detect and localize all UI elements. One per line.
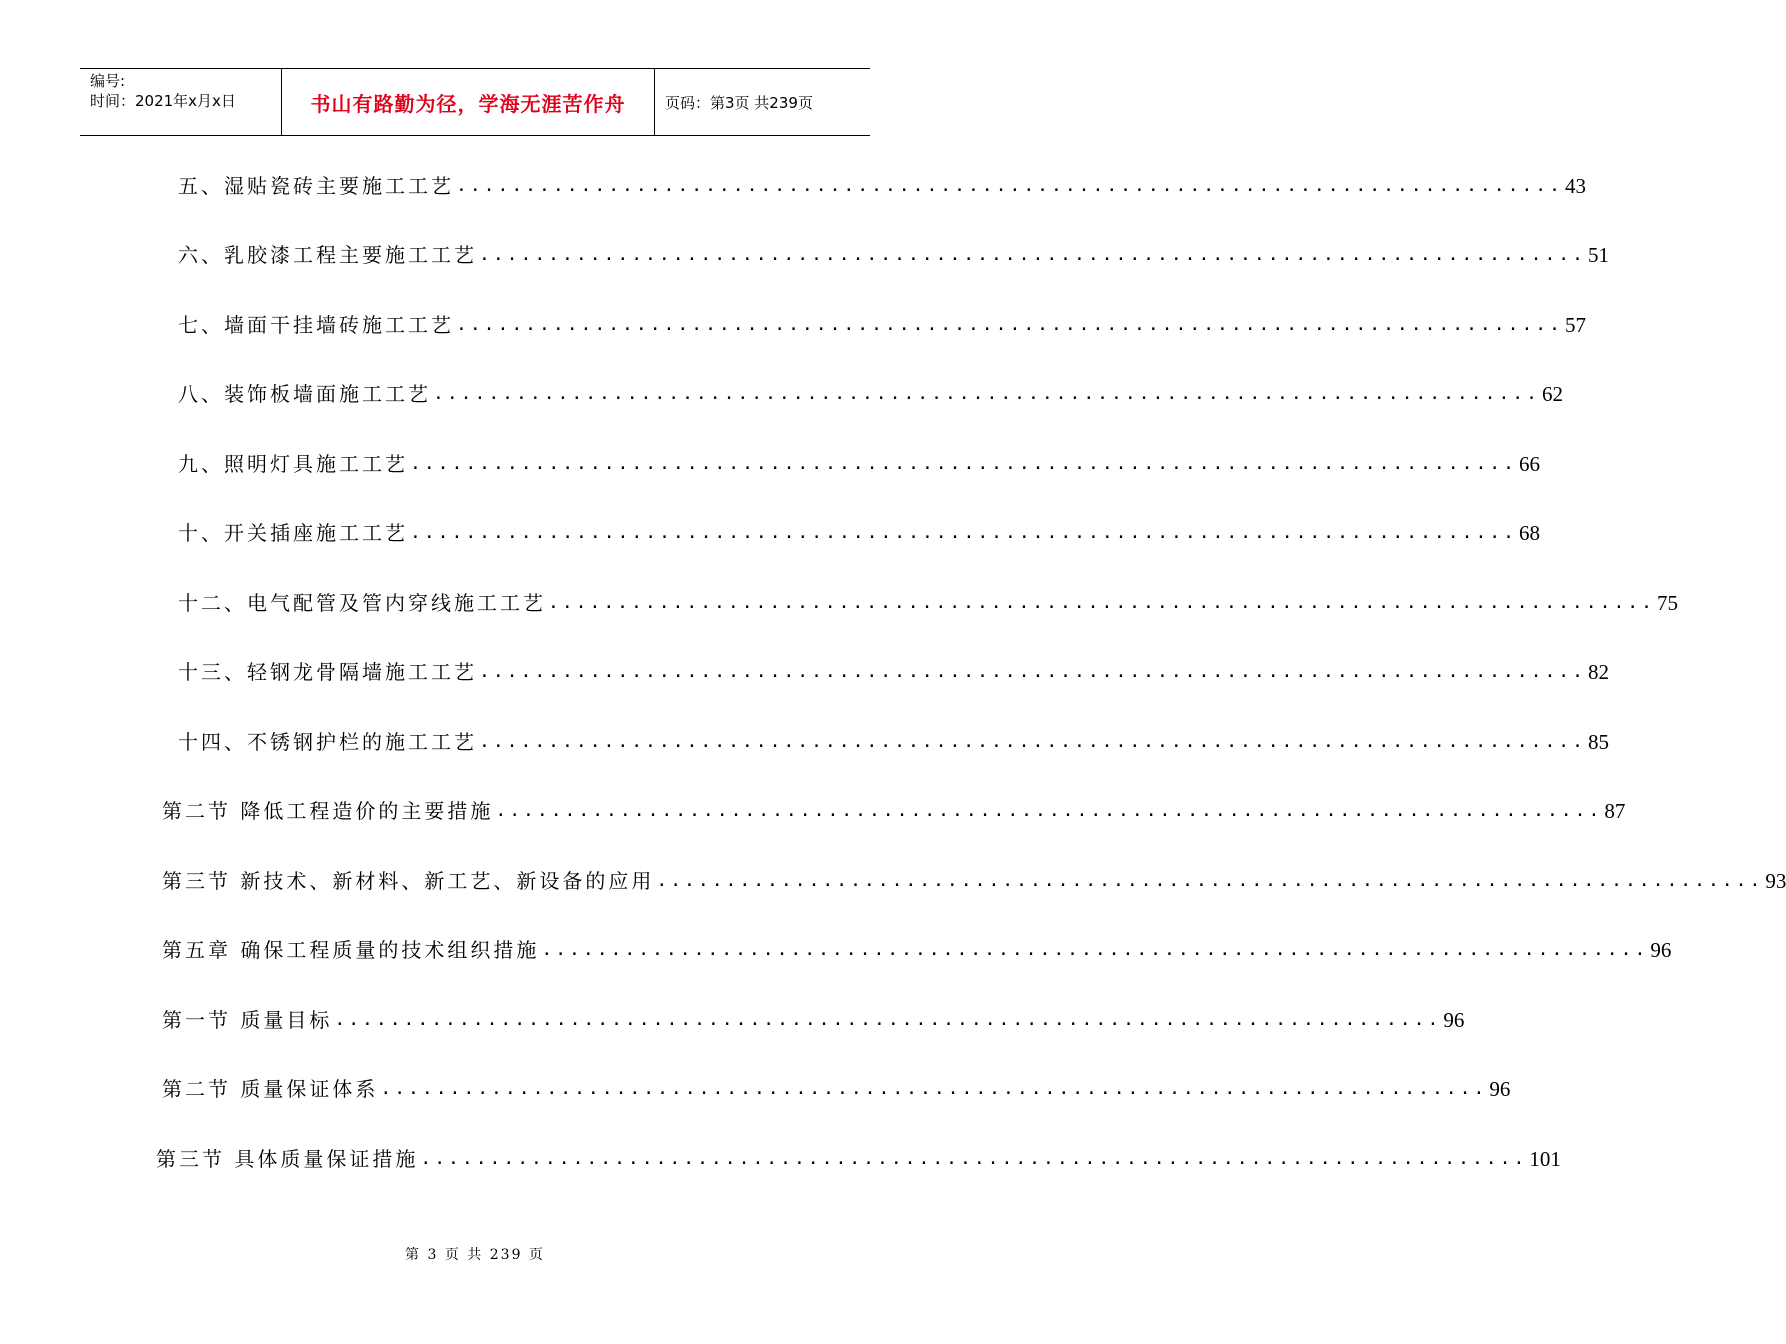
header-page-info: 页码：第3页 共239页	[665, 93, 813, 112]
toc-leader-dots: ................................................................................	[548, 592, 1655, 613]
toc-entry[interactable]	[178, 446, 1540, 478]
toc-entry-page: 68	[1518, 521, 1540, 545]
toc-entry-title: 十三、轻钢龙骨隔墙施工工艺	[178, 660, 477, 684]
date-label: 时间：2021年x月x日	[90, 92, 236, 110]
toc-entry[interactable]	[178, 724, 1609, 756]
toc-entry-page: 85	[1587, 730, 1609, 754]
toc-entry-page: 93	[1765, 869, 1786, 893]
toc-entry-page: 51	[1587, 243, 1609, 267]
toc-entry[interactable]	[156, 1141, 1561, 1173]
toc-leader-dots: ................................................................................	[380, 1078, 1488, 1099]
toc-leader-dots: ................................................................................	[334, 1009, 1442, 1030]
toc-entry-title: 七、墙面干挂墙砖施工工艺	[178, 313, 454, 337]
toc-entry-title: 第三节 新技术、新材料、新工艺、新设备的应用	[162, 869, 655, 893]
toc-entry-title: 第五章 确保工程质量的技术组织措施	[162, 938, 540, 962]
page-header	[80, 68, 870, 136]
toc-entry-title: 第一节 质量目标	[162, 1008, 333, 1032]
toc-entry-page: 87	[1604, 799, 1626, 823]
toc-entry[interactable]	[162, 863, 1786, 895]
toc-leader-dots: ................................................................................	[456, 175, 1563, 196]
toc-entry-title: 六、乳胶漆工程主要施工工艺	[178, 243, 477, 267]
toc-entry-page: 66	[1518, 452, 1540, 476]
toc-entry[interactable]	[162, 793, 1626, 825]
header-meta	[80, 69, 282, 135]
toc-entry-page: 82	[1587, 660, 1609, 684]
header-motto: 书山有路勤为径，学海无涯苦作舟	[282, 69, 655, 135]
toc-entry-page: 96	[1443, 1008, 1465, 1032]
toc-entry[interactable]	[178, 585, 1678, 617]
toc-leader-dots: ................................................................................	[433, 383, 1540, 404]
toc-leader-dots: ................................................................................	[479, 731, 1586, 752]
toc-entry[interactable]	[178, 168, 1586, 200]
toc-entry-title: 五、湿贴瓷砖主要施工工艺	[178, 174, 454, 198]
number-label: 编号:	[90, 72, 126, 90]
toc-entry[interactable]	[178, 376, 1563, 408]
toc-entry-page: 101	[1529, 1147, 1561, 1171]
toc-entry-page: 75	[1656, 591, 1678, 615]
toc-entry[interactable]	[178, 515, 1540, 547]
toc-leader-dots: ................................................................................	[479, 661, 1586, 682]
toc-entry[interactable]	[162, 1002, 1465, 1034]
toc-entry-page: 96	[1650, 938, 1672, 962]
toc-leader-dots: ................................................................................	[495, 800, 1603, 821]
toc-entry[interactable]	[162, 932, 1672, 964]
toc-leader-dots: ................................................................................	[541, 939, 1649, 960]
toc-entry-page: 62	[1541, 382, 1563, 406]
toc-entry-title: 十、开关插座施工工艺	[178, 521, 408, 545]
toc-entry-title: 第三节 具体质量保证措施	[156, 1147, 419, 1171]
toc-leader-dots: ................................................................................	[420, 1148, 1528, 1169]
toc-leader-dots: ................................................................................	[410, 522, 1517, 543]
toc-entry[interactable]	[178, 307, 1586, 339]
toc-entry[interactable]	[178, 654, 1609, 686]
toc-entry-title: 第二节 质量保证体系	[162, 1077, 379, 1101]
toc-leader-dots: ................................................................................	[656, 870, 1764, 891]
toc-entry-title: 九、照明灯具施工工艺	[178, 452, 408, 476]
toc-leader-dots: ................................................................................	[479, 244, 1586, 265]
toc-entry-title: 第二节 降低工程造价的主要措施	[162, 799, 494, 823]
toc-entry-page: 43	[1564, 174, 1586, 198]
page-footer: 第 3 页 共 239 页	[405, 1247, 545, 1263]
toc-entry[interactable]	[162, 1071, 1511, 1103]
toc-entry-page: 96	[1489, 1077, 1511, 1101]
toc-leader-dots: ................................................................................	[410, 453, 1517, 474]
toc-entry[interactable]	[178, 237, 1609, 269]
toc-leader-dots: ................................................................................	[456, 314, 1563, 335]
toc-entry-title: 八、装饰板墙面施工工艺	[178, 382, 431, 406]
toc-entry-title: 十四、不锈钢护栏的施工工艺	[178, 730, 477, 754]
toc-entry-page: 57	[1564, 313, 1586, 337]
toc-entry-title: 十二、电气配管及管内穿线施工工艺	[178, 591, 546, 615]
